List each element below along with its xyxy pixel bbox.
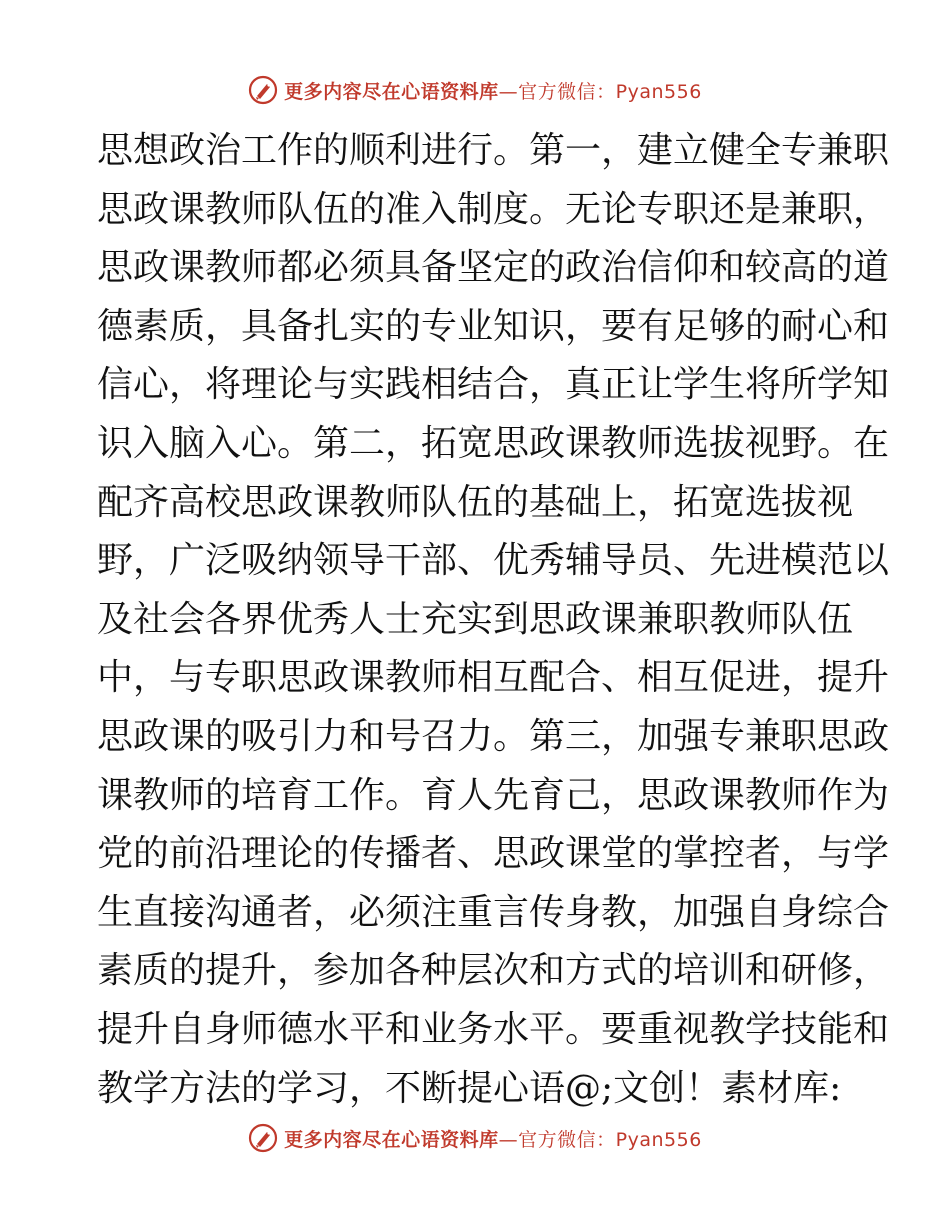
body-line: 提升自身师德水平和业务水平。要重视教学技能和: [97, 1008, 890, 1050]
footer-separator: —: [498, 1128, 519, 1151]
header-contact-text: 官方微信：Pyan556: [518, 80, 702, 103]
body-line: 课教师的培育工作。育人先育己，思政课教师作为: [97, 774, 890, 816]
body-line: 及社会各界优秀人士充实到思政课兼职教师队伍: [97, 598, 854, 640]
body-line: 识入脑入心。第二，拓宽思政课教师选拔视野。在: [97, 422, 890, 464]
body-line: 思想政治工作的顺利进行。第一，建立健全专兼职: [97, 130, 890, 171]
body-line: 中，与专职思政课教师相互配合、相互促进，提升: [97, 657, 890, 699]
header-banner-text: [284, 77, 702, 104]
header-banner[interactable]: [0, 70, 950, 110]
body-line: 思政课教师都必须具备坚定的政治信仰和较高的道: [97, 247, 890, 289]
body-line: 信心，将理论与实践相结合，真正让学生将所学知: [97, 364, 890, 406]
footer-contact-text: 官方微信：Pyan556: [518, 1128, 702, 1151]
body-line: 配齐高校思政课教师队伍的基础上，拓宽选拔视: [97, 481, 854, 523]
body-line: 思政课教师队伍的准入制度。无论专职还是兼职，: [97, 188, 890, 230]
pen-logo-icon: [248, 75, 278, 105]
footer-brand-text: 更多内容尽在心语资料库: [284, 1128, 499, 1151]
footer-banner-text: [284, 1125, 702, 1152]
body-line: 生直接沟通者，必须注重言传身教，加强自身综合: [97, 891, 890, 933]
body-text: [97, 122, 890, 1118]
pen-logo-icon: [248, 1123, 278, 1153]
body-line: 素质的提升，参加各种层次和方式的培训和研修，: [97, 950, 890, 992]
header-brand-text: 更多内容尽在心语资料库: [284, 80, 499, 103]
body-line: 德素质，具备扎实的专业知识，要有足够的耐心和: [97, 305, 890, 347]
body-line: 教学方法的学习，不断提心语@;文创！素材库:: [97, 1067, 842, 1109]
body-line: 野，广泛吸纳领导干部、优秀辅导员、先进模范以: [97, 540, 890, 582]
header-separator: —: [498, 80, 519, 103]
body-line: 思政课的吸引力和号召力。第三，加强专兼职思政: [97, 715, 890, 757]
body-line: 党的前沿理论的传播者、思政课堂的掌控者，与学: [97, 833, 890, 875]
footer-banner[interactable]: [0, 1118, 950, 1158]
